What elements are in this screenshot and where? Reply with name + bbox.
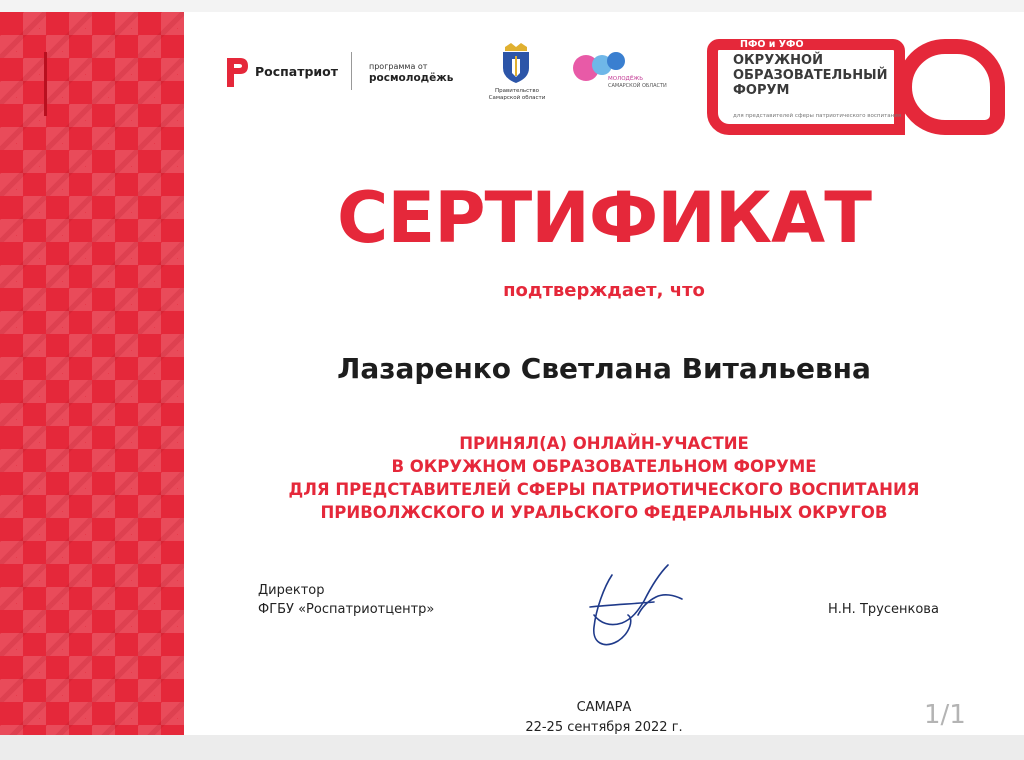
forum-title-line1: ОКРУЖНОЙ [733, 53, 823, 68]
rosmolodezh-label: росмолодёжь [369, 72, 454, 84]
program-by-label: программа от [369, 62, 428, 71]
organization-name: ФГБУ «Роспатриотцентр» [258, 602, 435, 617]
recipient-name: Лазаренко Светлана Витальевна [337, 352, 871, 385]
participation-line: В ОКРУЖНОМ ОБРАЗОВАТЕЛЬНОМ ФОРУМЕ [391, 457, 817, 476]
forum-title-line3: ФОРУМ [733, 83, 790, 98]
samara-crest-icon [497, 42, 535, 84]
participation-line: ДЛЯ ПРЕДСТАВИТЕЛЕЙ СФЕРЫ ПАТРИОТИЧЕСКОГО ВОСПИТАНИЯ [288, 480, 920, 499]
forum-subtitle: для представителей сферы патриотического воспитания [733, 113, 902, 119]
participation-text [184, 432, 1024, 524]
signer-name: Н.Н. Трусенкова [828, 602, 939, 617]
forum-district-tag: ПФО и УФО [740, 39, 804, 50]
forum-logo-ring [897, 39, 1005, 135]
position-title: Директор [258, 583, 325, 598]
confirm-label: подтверждает, что [503, 280, 705, 301]
band-mark [44, 52, 47, 116]
mso-logo-icon [572, 48, 644, 88]
date-label: 22-25 сентября 2022 г. [525, 720, 683, 735]
samara-region-label: Самарской области [488, 95, 546, 101]
viewer-background [0, 735, 1024, 760]
certificate-title: СЕРТИФИКАТ [337, 177, 871, 259]
government-label: Правительство [495, 88, 539, 94]
rospatriot-logo-text: Роспатриот [255, 64, 339, 79]
certificate-page [0, 12, 1024, 735]
participation-line: ПРИВОЛЖСКОГО И УРАЛЬСКОГО ФЕДЕРАЛЬНЫХ ОКРУГОВ [320, 503, 888, 522]
forum-title-line2: ОБРАЗОВАТЕЛЬНЫЙ [733, 68, 888, 83]
rospatriot-logo-icon [224, 54, 250, 90]
city-label: САМАРА [576, 700, 632, 715]
red-pattern-band [0, 12, 184, 735]
mso-region-label: САМАРСКОЙ ОБЛАСТИ [608, 83, 667, 89]
participation-line: ПРИНЯЛ(А) ОНЛАЙН-УЧАСТИЕ [459, 434, 749, 453]
mso-youth-label: МОЛОДЁЖЬ [608, 76, 644, 82]
page-counter: 1/1 [924, 700, 966, 730]
signature-image [578, 557, 688, 652]
logo-divider [351, 52, 352, 90]
